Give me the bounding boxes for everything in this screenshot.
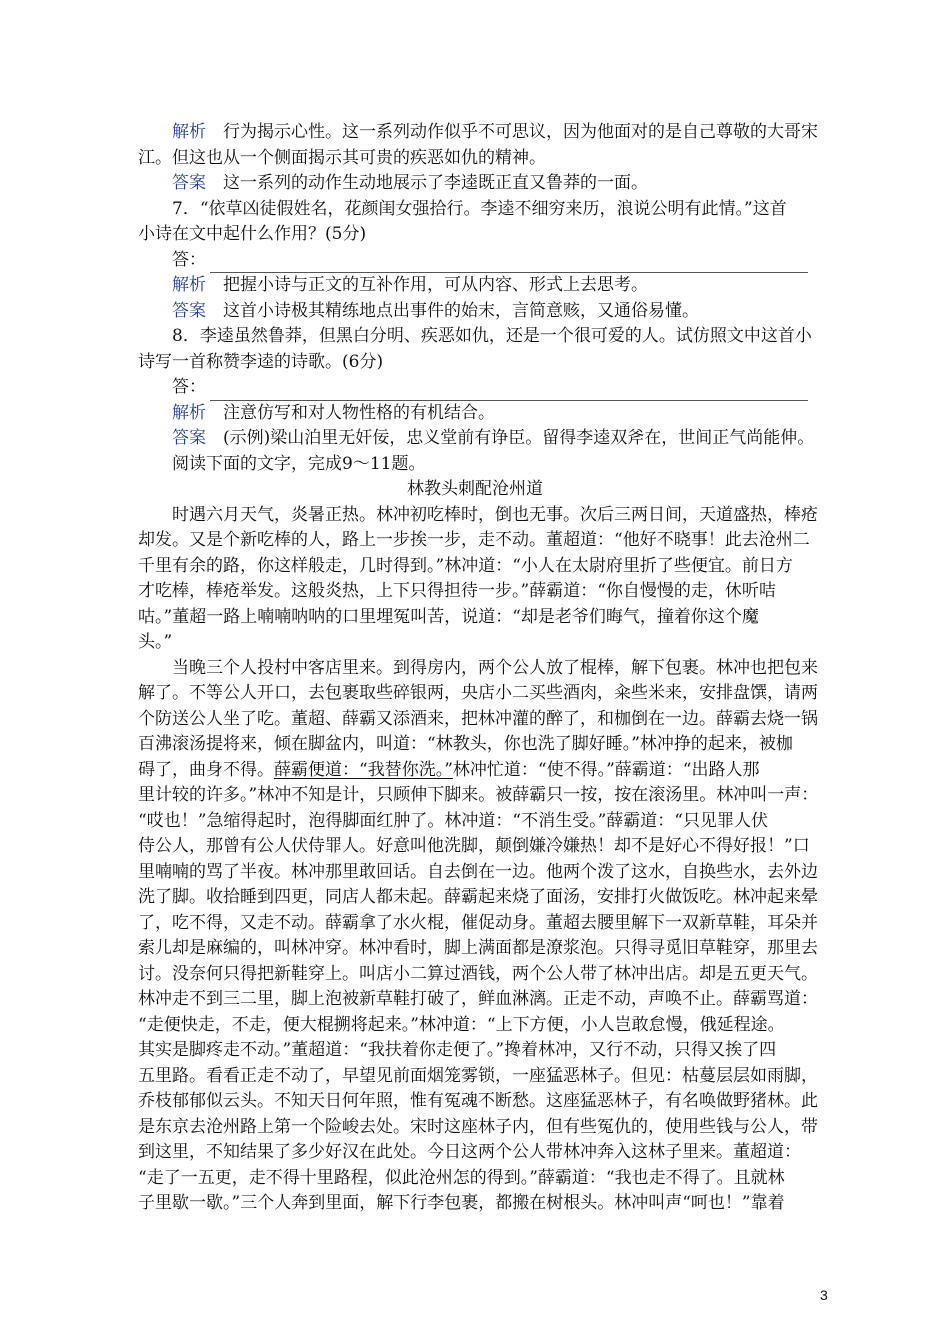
article-p2-line — [138, 911, 818, 937]
article-text: 却发。又是个新吃棒的人，路上一步挨一步，走不动。董超道：“他好不晓事！此去沧州二 — [138, 530, 810, 550]
q7-question-line-2 — [138, 222, 812, 248]
article-text: 索儿却是麻编的，叫林冲穿。林冲看时，脚上满面都是潦浆泡。只得寻觅旧草鞋穿，那里去 — [138, 938, 818, 958]
article-text: 讨。没奈何只得把新鞋穿上。叫店小二算过酒钱，两个公人带了林冲出店。却是五更天气。 — [138, 963, 818, 984]
q6-analysis-text-1: 行为揭示心性。这一系列动作似乎不可思议，因为他面对的是自己尊敬的大哥宋 — [223, 122, 818, 142]
article-p1-line — [138, 630, 812, 656]
article-text: 五里路。看看正走不动了，早望见前面烟笼雾锁，一座猛恶林子。但见：枯蔓层层如雨脚， — [138, 1065, 818, 1086]
article-p1-line — [138, 554, 812, 580]
article-p2-line — [138, 1013, 812, 1039]
q6-analysis-text-2: 江。但这也从一个侧面揭示其可贵的疾恶如仇的精神。 — [138, 147, 546, 168]
q8-answer-text: (示例)梁山泊里无奸佞，忠义堂前有诤臣。留得李逵双斧在，世间正气尚能伸。 — [223, 428, 815, 448]
article-text: 当晚三个人投村中客店里来。到得房内，两个公人放了棍棒，解下包裹。林冲也把包来 — [172, 657, 818, 678]
article-text: 个防送公人坐了吃。董超、薛霸又添酒来，把林冲灌的醉了，和枷倒在一边。薛霸去烧一锅 — [138, 708, 818, 729]
q8-analysis-line — [138, 401, 812, 427]
article-text: 乔枝郁郁似云头。不知天日何年照，惟有冤魂不断愁。这座猛恶林子，有名唤做野猪林。此 — [138, 1091, 818, 1111]
reading-instruction — [138, 452, 812, 478]
q7-question-line-1 — [138, 197, 812, 223]
article-p2-line — [138, 1115, 818, 1141]
article-text: 侍公人，那曾有公人伏侍罪人。好意叫他洗脚，颠倒嫌冷嫌热！却不是好心不得好报！”口 — [138, 836, 810, 856]
article-p2-line — [138, 1191, 812, 1217]
article-text: 林冲忙道：“使不得。”薛霸道：“出路人那 — [452, 759, 760, 780]
q7-answer-line — [138, 299, 812, 325]
article-p2-line — [138, 885, 818, 911]
article-text: 里计较的许多。”林冲不知是计，只顾伸下脚来。被薛霸只一按，按在滚汤里。林冲叫一声： — [138, 785, 819, 805]
q8-question-text-2: 诗写一首称赞李逵的诗歌。(6分) — [138, 351, 384, 372]
article-text: 千里有余的路，你这样般走，几时得到。”林冲道：“小人在太尉府里折了些便宜。前日方 — [138, 555, 793, 576]
article-p2-line — [138, 987, 818, 1013]
q7-answer-text: 这首小诗极其精练地点出事件的始末，言简意赅，又通俗易懂。 — [223, 300, 699, 321]
article-text: 咕。”董超一路上喃喃呐呐的口里埋冤叫苦，说道：“却是老爷们晦气，撞着你这个魔 — [138, 606, 759, 627]
article-p2-line — [138, 681, 818, 707]
article-p2-line — [138, 732, 812, 758]
article-text: 了，吃不得，又走不动。薛霸拿了水火棍，催促动身。董超去腰里解下一双新草鞋，耳朵并 — [138, 912, 818, 933]
q8-answer-blank — [138, 375, 812, 401]
q7-analysis-text: 把握小诗与正文的互补作用，可从内容、形式上去思考。 — [223, 275, 648, 295]
q7-answer-rule[interactable] — [210, 256, 808, 273]
q8-analysis-text: 注意仿写和对人物性格的有机结合。 — [223, 402, 495, 423]
article-text: “走了一五更，走不得十里路程，似此沧州怎的得到。”薛霸道：“我也走不得了。且就林 — [138, 1167, 785, 1188]
article-title — [138, 477, 812, 503]
analysis-label: 解析 — [172, 275, 206, 295]
q8-answer-rule[interactable] — [210, 384, 808, 401]
underlined-sentence: 薛霸便道：“我替你洗。” — [274, 759, 453, 780]
q8-question-text-1: 8．李逵虽然鲁莽，但黑白分明、疾恶如仇，还是一个很可爱的人。试仿照文中这首小 — [172, 326, 812, 346]
q8-answer-prompt: 答： — [172, 377, 206, 397]
article-text: 时遇六月天气，炎暑正热。林冲初吃棒时，倒也无事。次后三两日间，天道盛热，棒疮 — [172, 504, 818, 525]
article-text: 林冲走不到三二里，脚上泡被新草鞋打破了，鲜血淋漓。正走不动，声唤不止。薛霸骂道： — [138, 989, 818, 1009]
article-p2-line — [138, 1038, 812, 1064]
article-text: 碍了，曲身不得。 — [138, 759, 274, 780]
article-p2-line — [138, 707, 818, 733]
article-p1-line — [138, 528, 812, 554]
answer-label: 答案 — [172, 428, 206, 448]
answer-label: 答案 — [172, 300, 206, 321]
q7-analysis-line — [138, 273, 812, 299]
article-text: 是东京去沧州路上第一个险峻去处。宋时这座林子内，但有些冤仇的，使用些钱与公人，带 — [138, 1116, 818, 1137]
article-p2-line — [138, 758, 812, 784]
q8-question-line-2 — [138, 350, 812, 376]
article-p2-line — [138, 809, 812, 835]
article-text: 子里歇一歇。”三个人奔到里面，解下行李包裹，都搬在树根头。林冲叫声“呵也！”靠着 — [138, 1193, 785, 1213]
article-text: “走便快走，不走，便大棍搠将起来。”林冲道：“上下方便，小人岂敢怠慢，俄延程途。 — [138, 1014, 785, 1035]
q7-answer-blank — [138, 248, 812, 274]
article-text: 解了。不等公人开口，去包裹取些碎银两，央店小二买些酒肉，籴些米来，安排盘馔，请两 — [138, 683, 818, 703]
article-p2-line — [138, 1140, 812, 1166]
article-p2-line — [138, 834, 812, 860]
instruction-text: 阅读下面的文字，完成9～11题。 — [172, 453, 426, 474]
analysis-label: 解析 — [172, 122, 206, 142]
article-p1-line — [138, 579, 812, 605]
article-p2-line — [138, 962, 818, 988]
q8-question-line-1 — [138, 324, 812, 350]
page-number: 3 — [820, 1287, 828, 1303]
q6-answer-line — [138, 171, 812, 197]
article-p2-line — [138, 1166, 812, 1192]
q6-answer-text: 这一系列的动作生动地展示了李逵既正直又鲁莽的一面。 — [223, 173, 648, 193]
article-text: 到这里，不知结果了多少好汉在此处。今日这两个公人带林冲奔入这林子里来。董超道： — [138, 1142, 801, 1162]
article-text: 里喃喃的骂了半夜。林冲那里敢回话。自去倒在一边。他两个泼了这水，自换些水，去外边 — [138, 861, 818, 882]
article-p2-line — [138, 860, 818, 886]
article-title-text: 林教头刺配沧州道 — [407, 479, 543, 499]
article-p2-line — [138, 936, 818, 962]
article-text: 头。” — [138, 632, 173, 652]
q7-question-text-1: 7．“依草凶徒假姓名，花颜闺女强拾行。李逵不细穷来历，浪说公明有此情。”这首 — [172, 198, 787, 219]
article-text: 洗了脚。收拾睡到四更，同店人都未起。薛霸起来烧了面汤，安排打火做饭吃。林冲起来晕 — [138, 887, 818, 907]
q8-answer-line — [138, 426, 815, 452]
q6-analysis-line-2 — [138, 146, 812, 172]
q6-analysis-line — [138, 120, 818, 146]
analysis-label: 解析 — [172, 402, 206, 423]
article-text: “哎也！”急缩得起时，泡得脚面红肿了。林冲道：“不消生受。”薛霸道：“只见罪人伏 — [138, 810, 768, 831]
answer-label: 答案 — [172, 173, 206, 193]
article-text: 其实是脚疼走不动。”董超道：“我扶着你走便了。”搀着林冲，又行不动，只得又挨了四 — [138, 1040, 777, 1060]
article-p2-line — [138, 656, 818, 682]
article-text: 百沸滚汤提将来，倾在脚盆内，叫道：“林教头，你也洗了脚好睡。”林冲挣的起来，被枷 — [138, 734, 793, 754]
article-p2-line — [138, 1064, 818, 1090]
article-p1-line — [138, 605, 812, 631]
q7-question-text-2: 小诗在文中起什么作用？(5分) — [138, 224, 367, 244]
page-content — [138, 120, 819, 1217]
article-p2-line — [138, 1089, 818, 1115]
q7-answer-prompt: 答： — [172, 249, 206, 270]
article-text: 才吃棒，棒疮举发。这般炎热，上下只得担待一步。”薛霸道：“你自慢慢的走，休听咭 — [138, 581, 776, 601]
article-p1-line — [138, 503, 818, 529]
article-p2-line — [138, 783, 819, 809]
